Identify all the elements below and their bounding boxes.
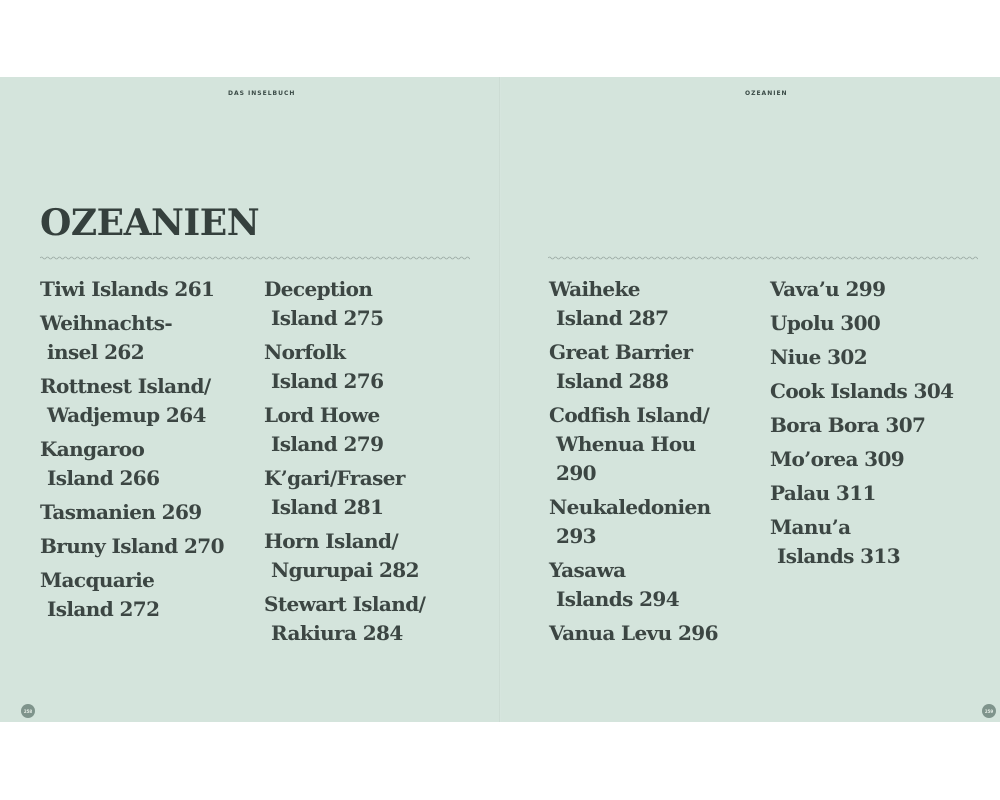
index-entry [264, 527, 479, 585]
index-entry [770, 479, 985, 508]
index-entry-line: Bora Bora 307 [770, 413, 926, 437]
index-entry [770, 343, 985, 372]
index-entry-line: Tasmanien 269 [40, 500, 202, 524]
index-entry-line: Deception [264, 277, 373, 301]
index-entry [549, 619, 759, 648]
index-entry-line: Great Barrier [549, 340, 693, 364]
index-entry-line: Island 266 [47, 466, 160, 490]
index-entry [549, 338, 759, 396]
index-entry-line: 290 [556, 461, 596, 485]
index-entry [264, 401, 479, 459]
index-entry [549, 401, 759, 488]
index-entry [770, 513, 985, 571]
index-entry-line: Manu’a [770, 515, 851, 539]
index-entry [264, 275, 479, 333]
index-entry-line: Kangaroo [40, 437, 145, 461]
index-entry [264, 590, 479, 648]
wavy-rule-left [40, 255, 470, 261]
index-entry-line: Island 281 [271, 495, 384, 519]
running-head-right: OZEANIEN [745, 90, 788, 97]
index-entry-line: Horn Island/ [264, 529, 399, 553]
running-head-left: DAS INSELBUCH [228, 90, 296, 97]
index-entry-line: Island 287 [556, 306, 669, 330]
index-column-3 [549, 275, 759, 653]
index-entry-line: Upolu 300 [770, 311, 881, 335]
index-entry-line: 293 [556, 524, 596, 548]
index-entry-line: Island 272 [47, 597, 160, 621]
wavy-rule-path [548, 257, 978, 259]
index-column-1 [40, 275, 250, 629]
index-entry [770, 445, 985, 474]
index-entry-line: Ngurupai 282 [271, 558, 419, 582]
index-column-4 [770, 275, 985, 576]
index-entry-line: Lord Howe [264, 403, 380, 427]
index-entry-line: Macquarie [40, 568, 155, 592]
index-entry [264, 338, 479, 396]
index-entry [40, 498, 250, 527]
index-entry-line: Neukaledonien [549, 495, 711, 519]
chapter-title: OZEANIEN [40, 202, 260, 244]
page-number-left: 258 [21, 704, 35, 718]
index-entry [264, 464, 479, 522]
index-entry-line: Stewart Island/ [264, 592, 426, 616]
index-entry-line: Niue 302 [770, 345, 868, 369]
index-entry [549, 493, 759, 551]
index-entry-line: Weihnachts- [40, 311, 173, 335]
page-number-right: 259 [982, 704, 996, 718]
index-entry [40, 532, 250, 561]
index-entry-line: Island 276 [271, 369, 384, 393]
index-entry [40, 435, 250, 493]
index-entry-line: Island 288 [556, 369, 669, 393]
index-entry [549, 275, 759, 333]
index-entry-line: Palau 311 [770, 481, 876, 505]
index-entry [549, 556, 759, 614]
index-entry [40, 566, 250, 624]
index-entry-line: Rakiura 284 [271, 621, 403, 645]
index-entry [770, 275, 985, 304]
index-entry [770, 411, 985, 440]
index-entry-line: Island 279 [271, 432, 384, 456]
index-entry [40, 372, 250, 430]
index-entry [40, 275, 250, 304]
wavy-rule-path [40, 257, 470, 259]
index-entry-line: Waiheke [549, 277, 640, 301]
index-column-2 [264, 275, 479, 653]
index-entry [40, 309, 250, 367]
index-entry-line: Cook Islands 304 [770, 379, 954, 403]
wavy-rule-right [548, 255, 978, 261]
index-entry-line: Bruny Island 270 [40, 534, 224, 558]
index-entry-line: Mo’orea 309 [770, 447, 905, 471]
index-entry-line: insel 262 [47, 340, 145, 364]
index-entry-line: K’gari/Fraser [264, 466, 405, 490]
index-entry-line: Vanua Levu 296 [549, 621, 718, 645]
index-entry-line: Yasawa [549, 558, 626, 582]
book-spread [0, 77, 1000, 722]
index-entry-line: Vava’u 299 [770, 277, 886, 301]
index-entry-line: Islands 294 [556, 587, 680, 611]
index-entry-line: Islands 313 [777, 544, 901, 568]
index-entry-line: Norfolk [264, 340, 346, 364]
index-entry [770, 309, 985, 338]
page-gutter [499, 77, 501, 722]
index-entry-line: Codfish Island/ [549, 403, 710, 427]
index-entry-line: Tiwi Islands 261 [40, 277, 215, 301]
index-entry-line: Wadjemup 264 [47, 403, 206, 427]
index-entry-line: Rottnest Island/ [40, 374, 211, 398]
index-entry-line: Island 275 [271, 306, 384, 330]
index-entry-line: Whenua Hou [556, 432, 696, 456]
index-entry [770, 377, 985, 406]
